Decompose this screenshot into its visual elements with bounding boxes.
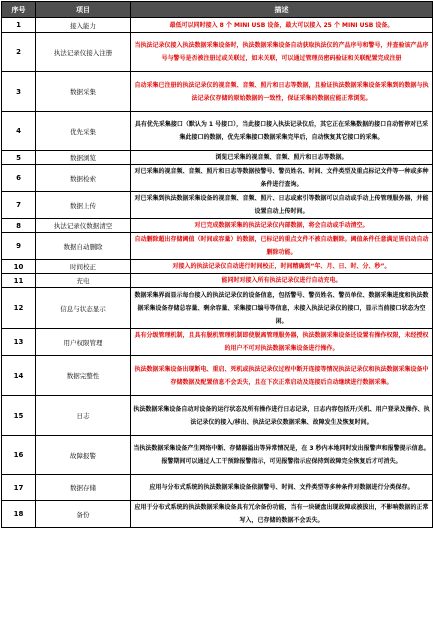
row-description: 能同时对接入所有执法记录仪进行自动充电。 — [131, 274, 433, 288]
row-description: 具有优先采集接口（默认为 1 号接口），当此接口接入执法记录仪后，其它正在采集数据的接口自动暂停对已采集此接口的数据，优先采集接口数据采集完毕后，自动恢复其它接口的采集。 — [131, 112, 433, 151]
row-item: 信息与状态显示 — [36, 288, 131, 329]
table-row — [2, 396, 433, 436]
row-description: 执法数据采集设备自动对设备的运行状态及所有操作进行日志记录，日志内容包括开/关机、用户登录及操作、执法记录仪的接入/移出、执法记录仪数据采集、故障发生及恢复时间。 — [131, 396, 433, 436]
row-description: 对已完成数据采集的执法记录仪内部数据，将会自动或手动清空。 — [131, 219, 433, 233]
table-row — [2, 274, 433, 288]
row-number: 18 — [2, 501, 36, 528]
row-number: 12 — [2, 288, 36, 329]
row-description: 对接入的执法记录仪自动进行时间校正，时间精确到“年、月、日、时、分、秒”。 — [131, 260, 433, 274]
table-row — [2, 436, 433, 475]
table-row — [2, 165, 433, 192]
row-item: 优先采集 — [36, 112, 131, 151]
row-number: 10 — [2, 260, 36, 274]
row-number: 11 — [2, 274, 36, 288]
row-description: 当执法数据采集设备产生网络中断、存储器溢出等异常情况是，在 3 秒内本地同时发出报警声和报警提示信息。报警期间可以通过人工干预除报警指示，可见报警指示应保持到故障完全恢复后才可消失。 — [131, 436, 433, 475]
table-row — [2, 219, 433, 233]
header-item: 项目 — [36, 2, 131, 18]
row-number: 7 — [2, 192, 36, 219]
table-row — [2, 329, 433, 356]
row-item: 备份 — [36, 501, 131, 528]
table-row — [2, 151, 433, 165]
row-item: 接入能力 — [36, 18, 131, 33]
row-description: 执法数据采集设备出现断电、重启、死机或执法记录仪过程中断开连接等情况执法记录仪和执法数据采集设备中存储数据及配置信息不会丢失，且在下次正常启动及连接后自动继续进行数据采集。 — [131, 356, 433, 396]
row-number: 5 — [2, 151, 36, 165]
table-row — [2, 475, 433, 501]
header-row — [2, 2, 433, 18]
row-item: 执法记录仪数据清空 — [36, 219, 131, 233]
row-description: 自动删除超出存储阈值（时间或容量）的数据，已标记的重点文件不被自动删除。阈值条件任意满足皆启动自动删除功能。 — [131, 233, 433, 260]
table-row — [2, 501, 433, 528]
row-item: 数据采集 — [36, 72, 131, 112]
row-description: 应用于分布式系统的执法数据采集设备具有冗余备份功能，当有一块硬盘出现故障或被拔出，不影响数据的正常写入，已存储的数据不会丢失。 — [131, 501, 433, 528]
row-number: 13 — [2, 329, 36, 356]
row-item: 数据完整性 — [36, 356, 131, 396]
spec-table — [1, 1, 433, 528]
row-item: 用户权限管理 — [36, 329, 131, 356]
row-number: 15 — [2, 396, 36, 436]
row-description: 当执法记录仪接入执法数据采集设备时，执法数据采集设备自动获取执法仪的产品序号和警号，并查验该产品序号与警号是否被注册过或关联过，如未关联，可以通过管理员密码验证和关联配置完成注册 — [131, 33, 433, 72]
row-number: 3 — [2, 72, 36, 112]
table-row — [2, 18, 433, 33]
row-description: 浏览已采集的视音频、音频、照片和日志等数据。 — [131, 151, 433, 165]
row-description: 对已采集到执法数据采集设备的视音频、音频、照片、日志或索引等数据可以自动或手动上传管理服务器，并能设置自动上传时间。 — [131, 192, 433, 219]
row-item: 日志 — [36, 396, 131, 436]
table-row — [2, 356, 433, 396]
table-row — [2, 33, 433, 72]
table-row — [2, 72, 433, 112]
row-item: 数据浏览 — [36, 151, 131, 165]
row-item: 数据上传 — [36, 192, 131, 219]
row-number: 6 — [2, 165, 36, 192]
table-body — [2, 18, 433, 528]
row-item: 故障报警 — [36, 436, 131, 475]
row-description: 应用与分布式系统的执法数据采集设备依据警号、时间、文件类型等多种条件对数据进行分类保存。 — [131, 475, 433, 501]
header-desc: 描述 — [131, 2, 433, 18]
table-row — [2, 112, 433, 151]
header-no: 序号 — [2, 2, 36, 18]
table-row — [2, 288, 433, 329]
table-row — [2, 260, 433, 274]
row-description: 具有分级管理机制，且具有脱机管理机制即使脱离管理服务器，执法数据采集设备还设置有操作权限，未经授权的用户不可对执法数据采集设备进行操作。 — [131, 329, 433, 356]
row-number: 4 — [2, 112, 36, 151]
table-row — [2, 233, 433, 260]
row-item: 时间校正 — [36, 260, 131, 274]
row-number: 2 — [2, 33, 36, 72]
row-number: 9 — [2, 233, 36, 260]
row-number: 1 — [2, 18, 36, 33]
table-row — [2, 192, 433, 219]
row-item: 充电 — [36, 274, 131, 288]
row-item: 执法记录仪接入注册 — [36, 33, 131, 72]
row-item: 数据存储 — [36, 475, 131, 501]
row-description: 对已采集的视音频、音频、照片和日志等数据按警号、警员姓名、时间、文件类型及重点标记文件等一种或多种条件进行查询。 — [131, 165, 433, 192]
row-number: 14 — [2, 356, 36, 396]
row-description: 自动采集已注册的执法记录仪的视音频、音频、照片和日志等数据，且验证执法数据采集设备采集到的数据与执法记录仪存储的原始数据的一致性，保证采集的数据应能正常浏览。 — [131, 72, 433, 112]
row-description: 最低可以同时接入 8 个 MINI USB 设备，最大可以接入 25 个 MINI USB 设备。 — [131, 18, 433, 33]
row-description: 数据采集界面显示每台接入的执法记录仪的设备信息，包括警号、警员姓名、警员单位、数据采集进度和执法数据采集设备存储总容量、剩余容量、采集接口编号等信息，未接入执法记录仪的接口，显示当前接口状态为空闲。 — [131, 288, 433, 329]
row-number: 17 — [2, 475, 36, 501]
row-item: 数据自动删除 — [36, 233, 131, 260]
row-item: 数据检索 — [36, 165, 131, 192]
row-number: 16 — [2, 436, 36, 475]
row-number: 8 — [2, 219, 36, 233]
